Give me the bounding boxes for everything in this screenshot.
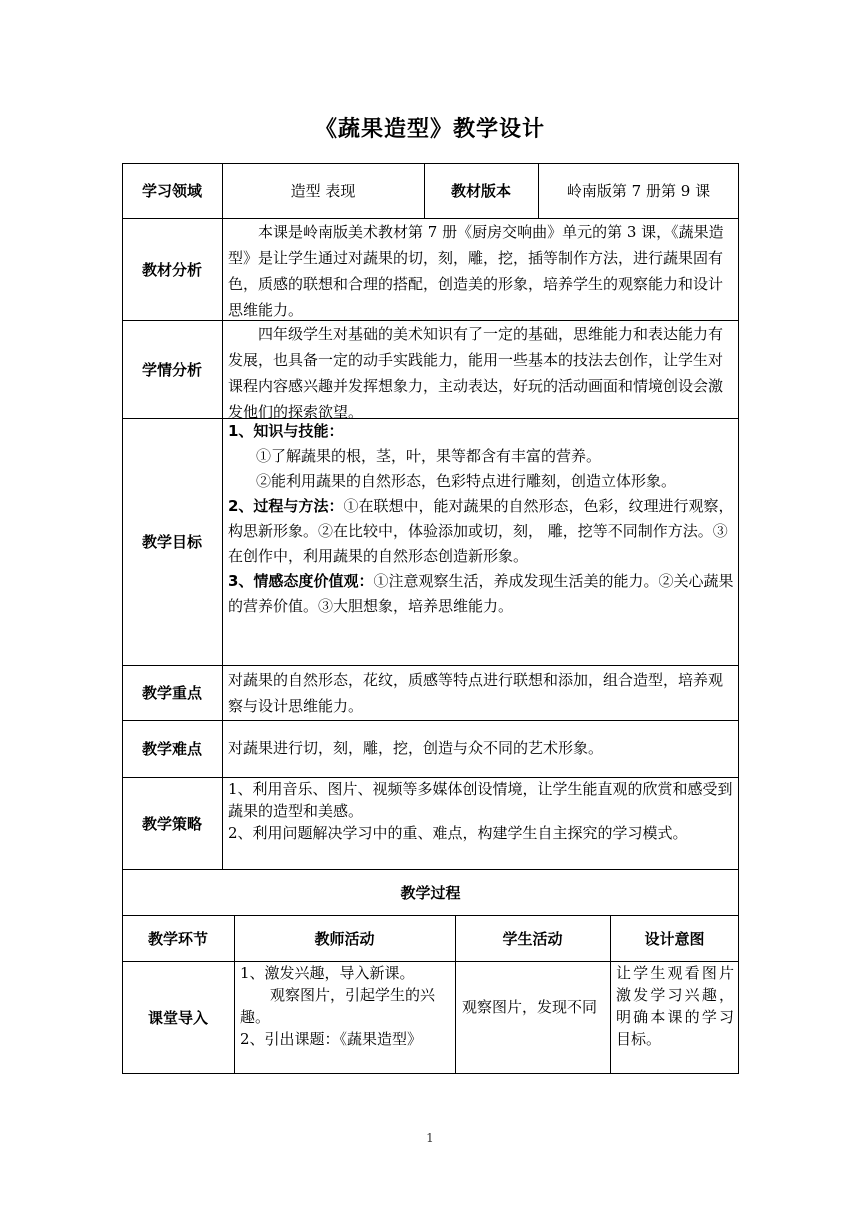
col-header-student: 学生活动 [502,929,563,948]
label-textbook-version: 教材版本 [450,182,511,200]
teacher-activity-line: 1、激发兴趣，导入新课。 [240,964,415,982]
teacher-activity-line: 观察图片，引起学生的兴趣。 [240,986,436,1026]
teacher-activity-line: 2、引出课题：《蔬果造型》 [240,1030,423,1048]
col-header-stage: 教学环节 [147,929,208,948]
design-intent: 让学生观看图片 激发学习兴趣，明确本课的学习目标。 [616,964,734,1048]
strategy-item: 1、利用音乐、图片、视频等多媒体创设情境，让学生能直观的欣赏和感受到蔬果的造型和美感。 [228,780,733,820]
label-teaching-goals: 教学目标 [141,533,202,551]
label-key-point: 教学重点 [141,684,202,702]
teacher-activity [240,962,450,1050]
teaching-goals-text [228,419,734,619]
goal-item: ①在联想中，能对蔬果的自然形态，色彩，纹理进行观察，构思新形象。②在比较中，体验添加或切，刻， 雕，挖等不同制作方法。③在创作中，利用蔬果的自然形态创造新形象。 [228,497,734,565]
goal-heading-process: 2、过程与方法： [228,497,344,515]
strategy-text [228,778,734,844]
learner-analysis-paragraph: 四年级学生对基础的美术知识有了一定的基础，思维能力和表达能力有发展，也具备一定的动手实践能力，能用一些基本的技法去创作，让学生对课程内容感兴趣并发挥想象力，主动表达，好玩的活动画面和情境创设会激发他们的探索欲望。 [228,325,724,421]
label-learning-domain: 学习领域 [141,182,202,200]
difficult-point-text: 对蔬果进行切，刻，雕，挖，创造与众不同的艺术形象。 [228,739,604,757]
label-difficult-point: 教学难点 [141,740,202,758]
material-analysis-paragraph: 本课是岭南版美术教材第 7 册《厨房交响曲》单元的第 3 课，《蔬果造型》是让学生通过对蔬果的切，刻，雕，挖，插等制作方法，进行蔬果固有色，质感的联想和合理的搭配，创造美的形象，培养学生的观察能力和设计思维能力。 [228,223,724,319]
material-analysis-text [228,219,734,323]
value-learning-domain: 造型 表现 [290,181,356,200]
col-header-intent: 设计意图 [644,929,705,948]
value-textbook-version: 岭南版第 7 册第 9 课 [566,181,711,200]
goal-item: ②能利用蔬果的自然形态，色彩特点进行雕刻，创造立体形象。 [256,472,677,490]
goal-item: ①了解蔬果的根，茎，叶，果等都含有丰富的营养。 [256,447,602,465]
learner-analysis-text [228,321,734,425]
process-header: 教学过程 [400,883,461,902]
label-strategy: 教学策略 [141,814,202,833]
stage-intro: 课堂导入 [147,1009,208,1027]
page-title: 《蔬果造型》教学设计 [314,117,545,142]
col-divider [222,163,223,869]
label-learner-analysis: 学情分析 [141,360,202,379]
goal-item: ①注意观察生活，养成发现生活美的能力。②关心蔬果的营养价值。③大胆想象，培养思维能力。 [228,572,734,615]
label-material-analysis: 教材分析 [141,260,202,279]
key-point-text: 对蔬果的自然形态，花纹，质感等特点进行联想和添加，组合造型，培养观察与设计思维能力。 [228,671,724,715]
student-activity: 观察图片，发现不同 [462,998,598,1016]
strategy-item: 2、利用问题解决学习中的重、难点，构建学生自主探究的学习模式。 [228,824,688,842]
goal-heading-attitude: 3、情感态度价值观： [228,572,374,590]
col-header-teacher: 教师活动 [314,929,375,948]
goal-heading-knowledge: 1、知识与技能： [228,422,344,440]
page-number: 1 [426,1131,434,1145]
